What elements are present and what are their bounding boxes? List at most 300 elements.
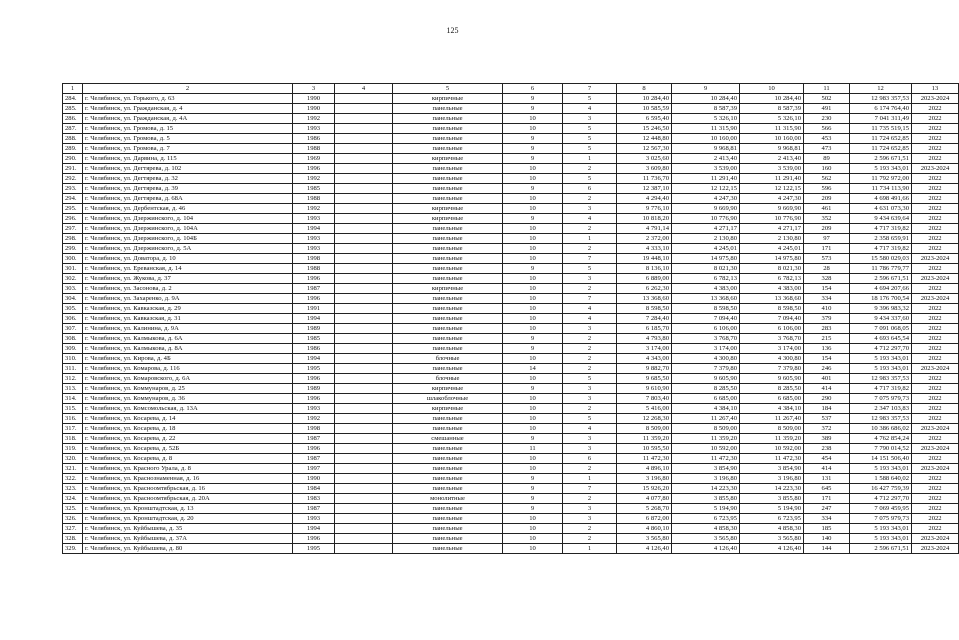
cell-total-area: 4 896,10	[617, 464, 672, 474]
cell-total-area: 2 372,00	[617, 234, 672, 244]
cell-year-built: 1987	[293, 284, 335, 294]
cell-residential-area: 4 245,01	[740, 244, 804, 254]
cell-year-built: 1998	[293, 254, 335, 264]
cell-cost: 11 786 779,77	[850, 264, 912, 274]
cell-floors: 10	[503, 254, 563, 264]
cell-col-4	[335, 104, 393, 114]
cell-total-area: 10 585,59	[617, 104, 672, 114]
cell-residential-area: 2 413,40	[740, 154, 804, 164]
cell-period: 2022	[912, 144, 959, 154]
cell-wall-material: панельные	[393, 114, 503, 124]
cell-col-4	[335, 114, 393, 124]
cell-cost: 9 434 639,64	[850, 214, 912, 224]
cell-residents: 414	[804, 464, 850, 474]
cell-address: г. Челябинск, ул. Доватора, д. 10	[83, 254, 293, 264]
cell-address: г. Челябинск, ул. Косарева, д. 52Б	[83, 444, 293, 454]
table-row	[63, 204, 959, 214]
cell-col-4	[335, 474, 393, 484]
cell-total-area: 12 567,30	[617, 144, 672, 154]
cell-residential-area: 6 685,00	[740, 394, 804, 404]
cell-row-number: 325.	[63, 504, 83, 514]
cell-living-area: 14 975,80	[672, 254, 740, 264]
cell-wall-material: панельные	[393, 334, 503, 344]
cell-entrances: 5	[563, 94, 617, 104]
cell-living-area: 14 223,30	[672, 484, 740, 494]
cell-period: 2022	[912, 264, 959, 274]
cell-period: 2022	[912, 184, 959, 194]
table-row	[63, 484, 959, 494]
cell-residential-area: 8 587,39	[740, 104, 804, 114]
cell-living-area: 4 126,40	[672, 544, 740, 554]
cell-col-4	[335, 404, 393, 414]
table-row	[63, 244, 959, 254]
header-col-4: 4	[335, 84, 393, 94]
cell-col-4	[335, 364, 393, 374]
cell-row-number: 319.	[63, 444, 83, 454]
cell-floors: 9	[503, 484, 563, 494]
cell-floors: 10	[503, 284, 563, 294]
cell-total-area: 4 077,80	[617, 494, 672, 504]
cell-year-built: 1996	[293, 294, 335, 304]
cell-floors: 9	[503, 144, 563, 154]
cell-year-built: 1988	[293, 264, 335, 274]
cell-residents: 247	[804, 504, 850, 514]
table-row	[63, 534, 959, 544]
header-row-number: 1	[63, 84, 83, 94]
cell-residents: 372	[804, 424, 850, 434]
cell-living-area: 4 383,00	[672, 284, 740, 294]
table-row	[63, 114, 959, 124]
cell-floors: 10	[503, 534, 563, 544]
cell-total-area: 4 791,14	[617, 224, 672, 234]
cell-residential-area: 14 975,80	[740, 254, 804, 264]
cell-residential-area: 10 776,90	[740, 214, 804, 224]
cell-entrances: 4	[563, 104, 617, 114]
cell-row-number: 309.	[63, 344, 83, 354]
cell-col-4	[335, 454, 393, 464]
cell-wall-material: панельные	[393, 474, 503, 484]
cell-row-number: 284.	[63, 94, 83, 104]
cell-row-number: 295.	[63, 204, 83, 214]
table-row	[63, 94, 959, 104]
cell-residents: 502	[804, 94, 850, 104]
cell-floors: 14	[503, 364, 563, 374]
cell-total-area: 3 025,60	[617, 154, 672, 164]
cell-entrances: 5	[563, 134, 617, 144]
cell-year-built: 1989	[293, 324, 335, 334]
cell-period: 2022	[912, 484, 959, 494]
cell-period: 2022	[912, 354, 959, 364]
cell-living-area: 8 509,00	[672, 424, 740, 434]
cell-col-4	[335, 504, 393, 514]
cell-cost: 4 762 854,24	[850, 434, 912, 444]
cell-residential-area: 6 782,13	[740, 274, 804, 284]
cell-cost: 2 596 671,51	[850, 274, 912, 284]
cell-living-area: 11 291,40	[672, 174, 740, 184]
cell-living-area: 8 598,50	[672, 304, 740, 314]
cell-period: 2023-2024	[912, 254, 959, 264]
cell-living-area: 3 539,00	[672, 164, 740, 174]
cell-col-4	[335, 484, 393, 494]
cell-cost: 9 434 337,60	[850, 314, 912, 324]
cell-col-4	[335, 264, 393, 274]
cell-total-area: 3 609,80	[617, 164, 672, 174]
cell-living-area: 10 160,00	[672, 134, 740, 144]
cell-col-4	[335, 354, 393, 364]
cell-living-area: 6 685,00	[672, 394, 740, 404]
table-row	[63, 504, 959, 514]
cell-wall-material: панельные	[393, 294, 503, 304]
cell-col-4	[335, 464, 393, 474]
header-cost: 12	[850, 84, 912, 94]
cell-floors: 10	[503, 224, 563, 234]
cell-total-area: 5 268,70	[617, 504, 672, 514]
cell-living-area: 6 106,00	[672, 324, 740, 334]
header-living-area: 9	[672, 84, 740, 94]
cell-wall-material: панельные	[393, 184, 503, 194]
cell-entrances: 1	[563, 234, 617, 244]
cell-row-number: 289.	[63, 144, 83, 154]
cell-total-area: 9 882,70	[617, 364, 672, 374]
cell-total-area: 10 818,20	[617, 214, 672, 224]
cell-total-area: 3 565,80	[617, 534, 672, 544]
cell-address: г. Челябинск, ул. Коммунаров, д. 25	[83, 384, 293, 394]
cell-living-area: 3 854,90	[672, 464, 740, 474]
cell-row-number: 307.	[63, 324, 83, 334]
cell-period: 2022	[912, 224, 959, 234]
cell-residents: 140	[804, 534, 850, 544]
table-row	[63, 174, 959, 184]
cell-floors: 10	[503, 174, 563, 184]
cell-entrances: 5	[563, 374, 617, 384]
cell-cost: 7 075 979,73	[850, 394, 912, 404]
cell-year-built: 1998	[293, 424, 335, 434]
cell-row-number: 327.	[63, 524, 83, 534]
cell-floors: 10	[503, 414, 563, 424]
cell-residential-area: 4 384,10	[740, 404, 804, 414]
cell-floors: 10	[503, 204, 563, 214]
cell-entrances: 5	[563, 144, 617, 154]
cell-residents: 28	[804, 264, 850, 274]
cell-address: г. Челябинск, ул. Дзержинского, д. 104А	[83, 224, 293, 234]
cell-cost: 12 983 357,53	[850, 94, 912, 104]
cell-period: 2022	[912, 334, 959, 344]
cell-wall-material: панельные	[393, 264, 503, 274]
cell-residents: 246	[804, 364, 850, 374]
cell-wall-material: панельные	[393, 104, 503, 114]
cell-residential-area: 11 359,20	[740, 434, 804, 444]
header-row	[63, 84, 959, 94]
cell-floors: 10	[503, 424, 563, 434]
cell-living-area: 4 245,01	[672, 244, 740, 254]
cell-address: г. Челябинск, ул. Горького, д. 63	[83, 94, 293, 104]
cell-residents: 171	[804, 494, 850, 504]
cell-period: 2022	[912, 244, 959, 254]
cell-residents: 144	[804, 544, 850, 554]
cell-residential-area: 5 326,10	[740, 114, 804, 124]
cell-wall-material: кирпичные	[393, 204, 503, 214]
cell-floors: 10	[503, 164, 563, 174]
cell-wall-material: панельные	[393, 144, 503, 154]
cell-residential-area: 3 196,80	[740, 474, 804, 484]
cell-period: 2023-2024	[912, 164, 959, 174]
cell-row-number: 290.	[63, 154, 83, 164]
cell-residential-area: 6 723,95	[740, 514, 804, 524]
cell-address: г. Челябинск, ул. Ереванская, д. 14	[83, 264, 293, 274]
cell-row-number: 293.	[63, 184, 83, 194]
cell-residential-area: 2 130,80	[740, 234, 804, 244]
table-row	[63, 144, 959, 154]
cell-residential-area: 3 854,90	[740, 464, 804, 474]
cell-residential-area: 10 592,00	[740, 444, 804, 454]
cell-living-area: 3 768,70	[672, 334, 740, 344]
cell-entrances: 3	[563, 384, 617, 394]
cell-cost: 11 724 652,85	[850, 144, 912, 154]
cell-year-built: 1985	[293, 334, 335, 344]
cell-total-area: 13 368,60	[617, 294, 672, 304]
cell-period: 2022	[912, 104, 959, 114]
cell-residential-area: 5 194,90	[740, 504, 804, 514]
table-row	[63, 394, 959, 404]
cell-floors: 9	[503, 344, 563, 354]
table-row	[63, 464, 959, 474]
cell-living-area: 7 094,40	[672, 314, 740, 324]
cell-row-number: 306.	[63, 314, 83, 324]
cell-residents: 491	[804, 104, 850, 114]
cell-residential-area: 4 247,30	[740, 194, 804, 204]
cell-address: г. Челябинск, ул. Кавказская, д. 29	[83, 304, 293, 314]
table-row	[63, 234, 959, 244]
cell-row-number: 299.	[63, 244, 83, 254]
cell-cost: 4 631 073,30	[850, 204, 912, 214]
cell-residential-area: 11 472,30	[740, 454, 804, 464]
cell-floors: 9	[503, 104, 563, 114]
cell-wall-material: панельные	[393, 524, 503, 534]
cell-col-4	[335, 214, 393, 224]
cell-residents: 238	[804, 444, 850, 454]
cell-col-4	[335, 444, 393, 454]
cell-period: 2022	[912, 394, 959, 404]
cell-col-4	[335, 314, 393, 324]
cell-total-area: 10 284,40	[617, 94, 672, 104]
cell-cost: 1 588 640,02	[850, 474, 912, 484]
cell-residents: 461	[804, 204, 850, 214]
cell-entrances: 5	[563, 414, 617, 424]
cell-residents: 97	[804, 234, 850, 244]
cell-total-area: 11 359,20	[617, 434, 672, 444]
cell-wall-material: панельные	[393, 504, 503, 514]
cell-entrances: 3	[563, 444, 617, 454]
cell-entrances: 2	[563, 534, 617, 544]
cell-living-area: 7 379,80	[672, 364, 740, 374]
cell-living-area: 10 592,00	[672, 444, 740, 454]
cell-col-4	[335, 514, 393, 524]
cell-entrances: 4	[563, 424, 617, 434]
cell-total-area: 6 889,00	[617, 274, 672, 284]
header-residents: 11	[804, 84, 850, 94]
cell-residents: 453	[804, 134, 850, 144]
cell-wall-material: панельные	[393, 194, 503, 204]
cell-row-number: 305.	[63, 304, 83, 314]
cell-residential-area: 3 539,00	[740, 164, 804, 174]
cell-address: г. Челябинск, ул. Косарева, д. 8	[83, 454, 293, 464]
cell-living-area: 9 669,90	[672, 204, 740, 214]
cell-row-number: 324.	[63, 494, 83, 504]
cell-living-area: 13 368,60	[672, 294, 740, 304]
cell-address: г. Челябинск, ул. Комсомольская, д. 13А	[83, 404, 293, 414]
header-total-area: 8	[617, 84, 672, 94]
cell-wall-material: панельные	[393, 414, 503, 424]
cell-year-built: 1996	[293, 534, 335, 544]
cell-total-area: 12 268,30	[617, 414, 672, 424]
cell-entrances: 2	[563, 344, 617, 354]
cell-entrances: 2	[563, 334, 617, 344]
cell-residents: 185	[804, 524, 850, 534]
cell-cost: 15 580 029,03	[850, 254, 912, 264]
cell-cost: 7 041 311,49	[850, 114, 912, 124]
cell-total-area: 9 610,90	[617, 384, 672, 394]
cell-address: г. Челябинск, ул. Кирова, д. 4Б	[83, 354, 293, 364]
cell-address: г. Челябинск, ул. Калмыкова, д. 8А	[83, 344, 293, 354]
table-row	[63, 194, 959, 204]
cell-cost: 14 151 506,40	[850, 454, 912, 464]
cell-address: г. Челябинск, ул. Косарева, д. 22	[83, 434, 293, 444]
cell-year-built: 1991	[293, 304, 335, 314]
cell-residential-area: 7 094,40	[740, 314, 804, 324]
cell-entrances: 3	[563, 394, 617, 404]
cell-residents: 290	[804, 394, 850, 404]
cell-cost: 12 983 357,53	[850, 374, 912, 384]
cell-residential-area: 8 509,00	[740, 424, 804, 434]
cell-period: 2022	[912, 434, 959, 444]
cell-year-built: 1996	[293, 444, 335, 454]
cell-row-number: 311.	[63, 364, 83, 374]
cell-row-number: 310.	[63, 354, 83, 364]
cell-wall-material: кирпичные	[393, 404, 503, 414]
cell-year-built: 1993	[293, 404, 335, 414]
header-residential-area: 10	[740, 84, 804, 94]
cell-col-4	[335, 424, 393, 434]
cell-period: 2022	[912, 324, 959, 334]
cell-total-area: 7 284,40	[617, 314, 672, 324]
cell-wall-material: панельные	[393, 324, 503, 334]
cell-residents: 414	[804, 384, 850, 394]
cell-total-area: 8 509,00	[617, 424, 672, 434]
cell-address: г. Челябинск, ул. Комаровского, д. 6А	[83, 374, 293, 384]
cell-period: 2022	[912, 504, 959, 514]
cell-wall-material: блочные	[393, 374, 503, 384]
cell-cost: 11 734 113,90	[850, 184, 912, 194]
cell-year-built: 1990	[293, 94, 335, 104]
cell-entrances: 2	[563, 244, 617, 254]
cell-residential-area: 4 271,17	[740, 224, 804, 234]
cell-living-area: 6 782,13	[672, 274, 740, 284]
cell-wall-material: панельные	[393, 424, 503, 434]
cell-residential-area: 6 106,00	[740, 324, 804, 334]
cell-living-area: 6 723,95	[672, 514, 740, 524]
page-number: 125	[446, 26, 459, 35]
table-row	[63, 284, 959, 294]
cell-row-number: 321.	[63, 464, 83, 474]
cell-residential-area: 9 669,90	[740, 204, 804, 214]
cell-total-area: 4 333,10	[617, 244, 672, 254]
cell-residents: 645	[804, 484, 850, 494]
table-row	[63, 254, 959, 264]
cell-living-area: 5 194,90	[672, 504, 740, 514]
cell-floors: 10	[503, 304, 563, 314]
cell-total-area: 12 448,80	[617, 134, 672, 144]
header-year-built: 3	[293, 84, 335, 94]
cell-total-area: 15 926,20	[617, 484, 672, 494]
cell-living-area: 4 858,30	[672, 524, 740, 534]
cell-address: г. Челябинск, ул. Громова, д. 15	[83, 124, 293, 134]
cell-residents: 184	[804, 404, 850, 414]
cell-floors: 9	[503, 494, 563, 504]
cell-year-built: 1988	[293, 144, 335, 154]
cell-floors: 9	[503, 214, 563, 224]
table-row	[63, 304, 959, 314]
cell-residential-area: 8 021,30	[740, 264, 804, 274]
cell-entrances: 4	[563, 314, 617, 324]
cell-entrances: 3	[563, 434, 617, 444]
cell-wall-material: кирпичные	[393, 214, 503, 224]
cell-col-4	[335, 384, 393, 394]
cell-residents: 334	[804, 294, 850, 304]
cell-living-area: 3 174,00	[672, 344, 740, 354]
cell-address: г. Челябинск, ул. Кронштадтская, д. 13	[83, 504, 293, 514]
cell-cost: 2 358 659,91	[850, 234, 912, 244]
cell-entrances: 2	[563, 494, 617, 504]
cell-row-number: 294.	[63, 194, 83, 204]
cell-col-4	[335, 494, 393, 504]
cell-row-number: 315.	[63, 404, 83, 414]
cell-living-area: 10 284,40	[672, 94, 740, 104]
cell-entrances: 3	[563, 274, 617, 284]
cell-wall-material: панельные	[393, 304, 503, 314]
cell-year-built: 1992	[293, 174, 335, 184]
cell-address: г. Челябинск, ул. Дегтярева, д. 102	[83, 164, 293, 174]
cell-floors: 9	[503, 154, 563, 164]
cell-entrances: 1	[563, 154, 617, 164]
cell-row-number: 296.	[63, 214, 83, 224]
cell-total-area: 10 595,50	[617, 444, 672, 454]
cell-row-number: 320.	[63, 454, 83, 464]
cell-year-built: 1993	[293, 244, 335, 254]
table-row	[63, 124, 959, 134]
cell-entrances: 2	[563, 284, 617, 294]
cell-year-built: 1997	[293, 464, 335, 474]
table-row	[63, 324, 959, 334]
cell-year-built: 1987	[293, 434, 335, 444]
cell-period: 2022	[912, 154, 959, 164]
housing-table	[62, 83, 959, 554]
cell-residents: 209	[804, 224, 850, 234]
table-row	[63, 514, 959, 524]
cell-col-4	[335, 414, 393, 424]
cell-total-area: 4 793,80	[617, 334, 672, 344]
table-row	[63, 184, 959, 194]
cell-floors: 10	[503, 514, 563, 524]
cell-cost: 12 983 357,53	[850, 414, 912, 424]
cell-year-built: 1993	[293, 234, 335, 244]
cell-living-area: 8 021,30	[672, 264, 740, 274]
cell-year-built: 1994	[293, 314, 335, 324]
cell-residents: 389	[804, 434, 850, 444]
cell-address: г. Челябинск, ул. Засонова, д. 2	[83, 284, 293, 294]
cell-period: 2022	[912, 404, 959, 414]
cell-period: 2023-2024	[912, 364, 959, 374]
cell-residents: 410	[804, 304, 850, 314]
